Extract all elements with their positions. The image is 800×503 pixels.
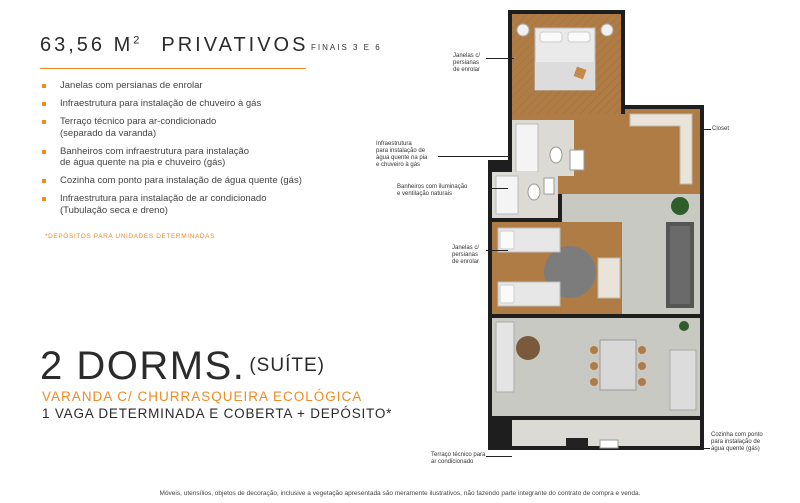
- label-janelas-mid: Janelas c/ persianas de enrolar: [452, 245, 480, 265]
- sink: [570, 150, 584, 170]
- title-divider: [40, 68, 306, 69]
- features-list: [42, 80, 322, 223]
- feature-item: [42, 116, 322, 139]
- suite-label: (SUÍTE): [249, 355, 325, 376]
- kitchen-sink: [600, 440, 618, 448]
- dorms-headline: [40, 344, 325, 388]
- chair: [638, 378, 646, 386]
- balcony-counter: [670, 350, 696, 410]
- leader-line: [438, 156, 510, 157]
- pillow: [568, 32, 590, 42]
- bullet-icon: [42, 102, 46, 106]
- leader-line: [486, 58, 514, 59]
- feature-item: [42, 98, 322, 110]
- dorms-count: 2 DORMS.: [40, 344, 246, 388]
- cooktop: [566, 438, 588, 448]
- pillow: [500, 285, 514, 303]
- shower-box: [516, 124, 538, 172]
- shower-box: [496, 176, 518, 214]
- bullet-icon: [42, 179, 46, 183]
- feature-text: Infraestrutura para instalação de chuveiro à gás: [60, 98, 262, 109]
- area-unit-superscript: 2: [133, 34, 140, 47]
- nightstand-lamp: [517, 24, 529, 36]
- feature-text: Banheiros com infraestrutura para instalação de água quente na pia e chuveiro (gás): [60, 145, 250, 168]
- leader-line: [486, 456, 512, 457]
- label-terraco: Terraço técnico para ar condicionado: [431, 452, 486, 465]
- deposit-note: *DEPÓSITOS PARA UNIDADES DETERMINADAS: [45, 233, 216, 240]
- dining-table: [600, 340, 636, 390]
- round-table: [516, 336, 540, 360]
- feature-text: Infraestrutura para instalação de ar condicionado (Tubulação seca e dreno): [60, 193, 267, 216]
- bed-blanket: [535, 62, 595, 90]
- leader-line: [486, 250, 508, 251]
- toilet: [550, 147, 562, 163]
- label-banheiros: Banheiros com iluminação e ventilação naturais: [397, 184, 468, 197]
- leader-line: [700, 448, 710, 449]
- feature-item: [42, 146, 322, 169]
- label-infra-agua: Infraestrutura para instalação de água quente na pia e chuveiro à gás: [376, 141, 428, 168]
- label-janelas-top: Janelas c/ persianas de enrolar: [453, 53, 481, 73]
- chair: [590, 378, 598, 386]
- feature-text: Cozinha com ponto para instalação de água quente (gás): [60, 175, 302, 186]
- plant-icon: [679, 321, 689, 331]
- label-cozinha: Cozinha com ponto para instalação de água quente (gás): [711, 432, 763, 452]
- kitchen-counter: [496, 322, 514, 392]
- varanda-headline: VARANDA C/ CHURRASQUEIRA ECOLÓGICA: [42, 389, 363, 404]
- feature-text: Janelas com persianas de enrolar: [60, 80, 203, 91]
- plant-icon: [671, 197, 689, 215]
- label-closet: Closet: [712, 126, 730, 132]
- sofa-cushion: [670, 226, 690, 304]
- chair: [590, 346, 598, 354]
- pillow: [540, 32, 562, 42]
- feature-item: [42, 80, 322, 92]
- area-title: [40, 34, 308, 57]
- desk: [598, 258, 620, 298]
- pillow: [500, 231, 514, 249]
- bullet-icon: [42, 84, 46, 88]
- chair: [638, 346, 646, 354]
- toilet: [528, 184, 540, 200]
- feature-item: [42, 175, 322, 187]
- chair: [638, 362, 646, 370]
- sink: [544, 178, 554, 194]
- leader-line: [490, 188, 508, 189]
- area-value: 63,56 M: [40, 34, 134, 56]
- nightstand-lamp: [601, 24, 613, 36]
- finais-label: FINAIS 3 E 6: [311, 43, 382, 52]
- leader-line: [700, 129, 711, 130]
- bullet-icon: [42, 120, 46, 124]
- disclaimer: Móveis, utensílios, objetos de decoração, inclusive a vegetação apresentada são meramente ilustrativos, não fazendo parte integrante do contrato de compra e venda.: [159, 490, 641, 497]
- feature-text: Terraço técnico para ar-condicionado (separado da varanda): [60, 116, 217, 139]
- chair: [590, 362, 598, 370]
- vaga-headline: 1 VAGA DETERMINADA E COBERTA + DEPÓSITO*: [42, 406, 393, 421]
- feature-item: [42, 193, 322, 216]
- bullet-icon: [42, 197, 46, 201]
- bullet-icon: [42, 150, 46, 154]
- floor-plan: [480, 10, 720, 478]
- privativos-label: PRIVATIVOS: [161, 34, 309, 56]
